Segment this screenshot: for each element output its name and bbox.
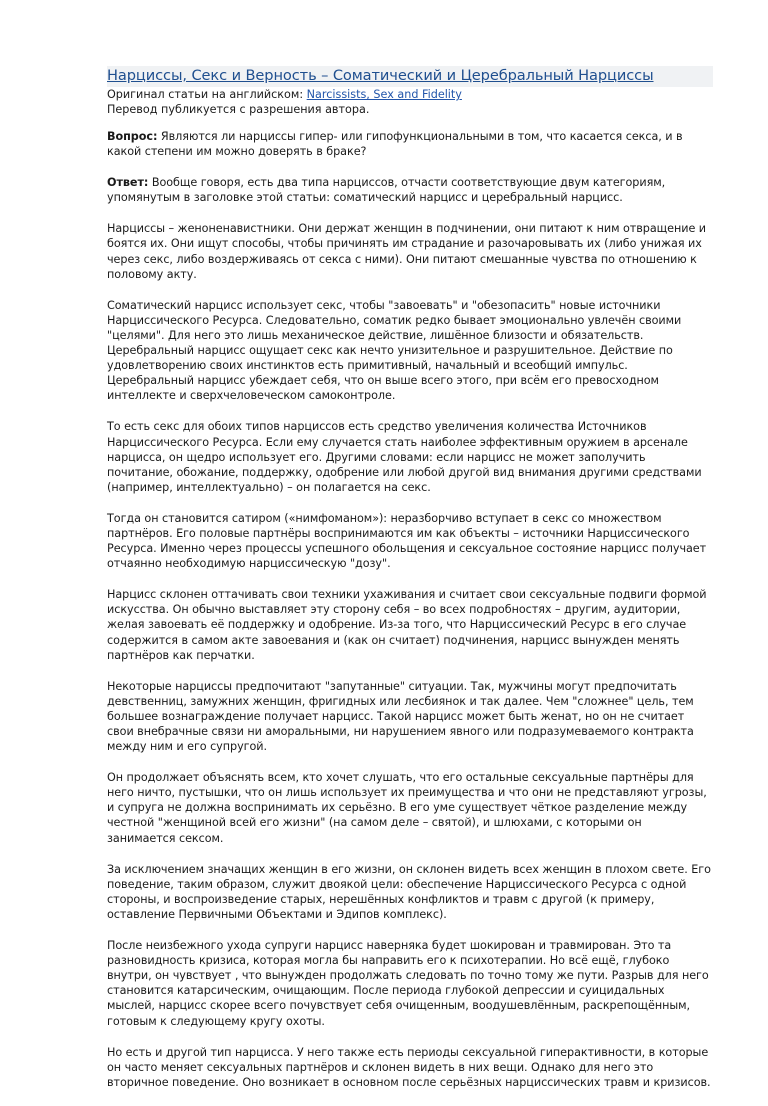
original-article-link[interactable]: Narcissists, Sex and Fidelity [306,88,462,101]
paragraph: Тогда он становится сатиром («нимфоманом»): неразборчиво вступает в секс со множеством партнёров. Его половые партнёры воспринимаются им как объекты – источники Нарциссического Ресурса. Именно через процессы успешного обольщения и сексуальное состояние нарцисс получает отчаянно необходимую нарциссическую "дозу". [107,511,707,571]
paragraph: То есть секс для обоих типов нарциссов есть средство увеличения количества Источников Нарциссического Ресурса. Если ему случается стать наиболее эффективным оружием в арсенале нарцисса, он щедро использует его. Другими словами: если нарцисс не может заполучить почитание, обожание, поддержку, одобрение или любой другой вид внимания другими средствами (например, интеллектуально) – он полагается на секс. [107,420,702,494]
title-bar [107,66,713,87]
article [107,66,713,1106]
original-label: Оригинал статьи на английском: [107,88,307,101]
answer-label: Ответ: [107,176,149,190]
paragraph: Но есть и другой тип нарцисса. У него также есть периоды сексуальной гиперактивности, в которые он часто меняет сексуальных партнёров и склонен видеть в них вещи. Однако для него это вторичное поведение. Оно возникает в основном после серьёзных нарциссических травм и кризисов. [107,1045,711,1089]
paragraph: Он продолжает объяснять всем, кто хочет слушать, что его остальные сексуальные партнёры для него ничто, пустышки, что он лишь использует их преимущества и что они не представляют угрозы, и супруга не должна воспринимать их серьёзно. В его уме существует чёткое разделение между честной "женщиной всей его жизни" (на самом деле – святой), и шлюхами, с которыми он занимается сексом. [107,771,707,845]
answer-text: Вообще говоря, есть два типа нарциссов, отчасти соответствующие двум категориям, упомянутым в заголовке этой статьи: соматический нарцисс и церебральный нарцисс. [107,176,666,205]
permission-note: Перевод публикуется с разрешения автора. [107,103,370,116]
question-paragraph [107,129,713,159]
question-label: Вопрос: [107,130,158,143]
original-source-line [107,87,713,102]
question-text: Являются ли нарциссы гипер- или гипофункциональными в том, что касается секса, и в какой степени им можно доверять в браке? [107,130,683,159]
paragraph: Нарциссы – женоненавистники. Они держат женщин в подчинении, они питают к ним отвращение и боятся их. Они ищут способы, чтобы причинять им страдание и разочаровывать их (либо унижая их через секс, либо воздерживаясь от секса с ними). Они питают смешанные чувства по отношению к половому акту. [107,222,707,281]
paragraph: После неизбежного ухода супруги нарцисс наверняка будет шокирован и травмирован. Это та разновидность кризиса, которая могла бы направить его к психотерапии. Но всё ещё, глубоко внутри, он чувствует , что вынужден продолжать следовать по точно тому же пути. Разрыв для него становится катарсическим, очищающим. После периода глубокой депрессии и суицидальных мыслей, нарцисс скорее всего почувствует себя очищенным, воодушевлённым, раскрепощённым, готовым к следующему кругу охоты. [107,939,709,1028]
article-title[interactable]: Нарциссы, Секс и Верность – Соматический и Церебральный Нарциссы [107,67,654,84]
paragraph: Некоторые нарциссы предпочитают "запутанные" ситуации. Так, мужчины могут предпочитать девственниц, замужних женщин, фригидных или лесбиянок и так далее. Чем "сложнее" цель, тем большее вознаграждение получает нарцисс. Такой нарцисс может быть женат, но он не считает свои внебрачные связи ни аморальными, ни нарушением явного или подразумеваемого контракта между ним и его супругой. [107,679,694,754]
paragraph: Соматический нарцисс использует секс, чтобы "завоевать" и "обезопасить" новые источники Нарциссического Ресурса. Следовательно, соматик редко бывает эмоционально увлечён своими "целями". Для него это лишь механическое действие, лишённое близости и обязательств. Церебральный нарцисс ощущает секс как нечто унизительное и разрушительное. Действие по удовлетворению своих инстинктов есть примитивный, начальный и всеобщий импульс. Церебральный нарцисс убеждает себя, что он выше всего этого, при всём его превосходном интеллекте и сверхчеловеческом самоконтроле. [107,298,682,403]
paragraph: За исключением значащих женщин в его жизни, он склонен видеть всех женщин в плохом свете. Его поведение, таким образом, служит двоякой цели: обеспечение Нарциссического Ресурса с одной стороны, и воспроизведение старых, нерешённых конфликтов и травм с другой (к примеру, оставление Первичными Объектами и Эдипов комплекс). [107,862,711,921]
answer-paragraph [107,175,713,205]
paragraph: Нарцисс склонен оттачивать свои техники ухаживания и считает свои сексуальные подвиги формой искусства. Он обычно выставляет эту сторону себя – во всех подробностях – другим, аудитории, желая завоевать её поддержку и одобрение. Из-за того, что Нарциссический Ресурс в его случае содержится в самом акте завоевания и (как он считает) подчинения, нарцисс вынужден менять партнёров как перчатки. [107,588,707,662]
